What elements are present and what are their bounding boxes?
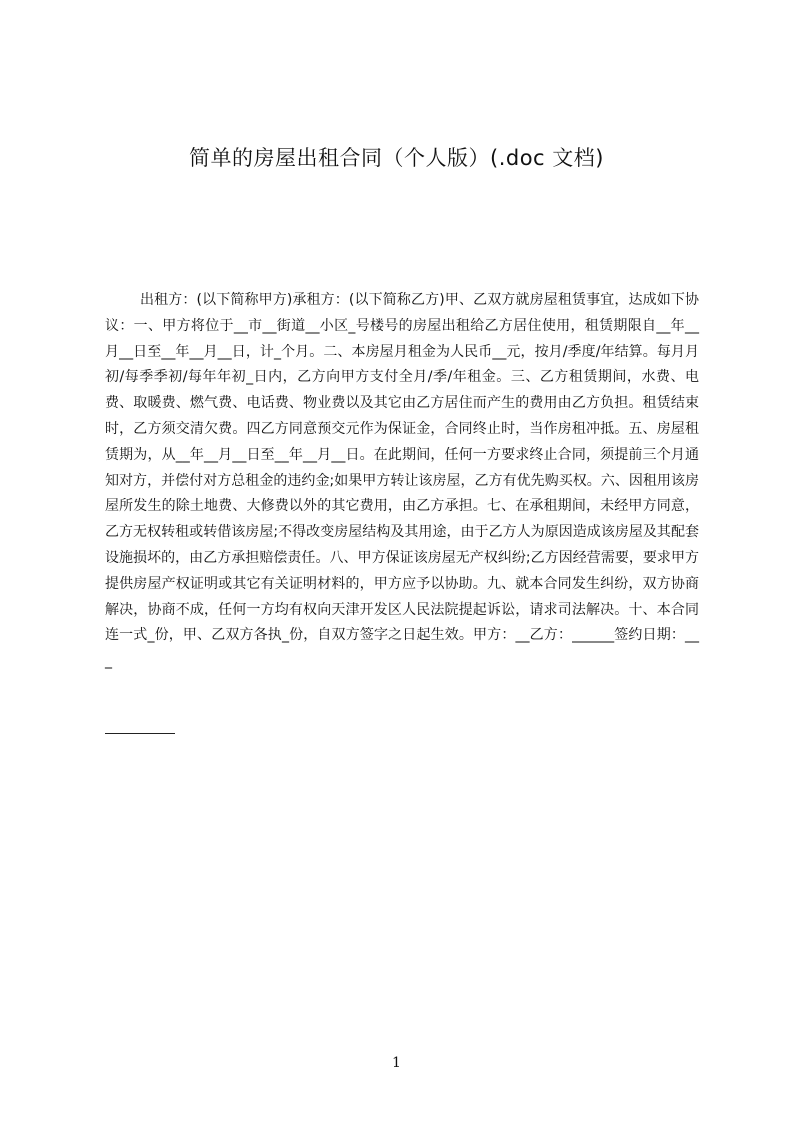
document-title: 简单的房屋出租合同（个人版）(.doc 文档): [189, 146, 604, 170]
signature-date-blank-line: [105, 733, 175, 734]
page-number: 1: [392, 1055, 401, 1071]
contract-body: 出租方：(以下简称甲方)承租方：(以下简称乙方)甲、乙双方就房屋租赁事宜，达成如下协议：一、甲方将位于__市__街道__小区_号楼号的房屋出租给乙方居住使用，租赁期限自__年__月__日至__年__月__日，计_个月。二、本房屋月租金为人民币__元，按月/季度/年结算。每月月初/每季季初/每年年初_日内，乙方向甲方支付全月/季/年租金。三、乙方租赁期间，水费、电费、取暖费、燃气费、电话费、物业费以及其它由乙方居住而产生的费用由乙方负担。租赁结束时，乙方须交清欠费。四乙方同意预交元作为保证金，合同终止时，当作房租冲抵。五、房屋租赁期为，从__年__月__日至__年__月__日。在此期间，任何一方要求终止合同，须提前三个月通知对方，并偿付对方总租金的违约金;如果甲方转让该房屋，乙方有优先购买权。六、因租用该房屋所发生的除土地费、大修费以外的其它费用，由乙方承担。七、在承租期间，未经甲方同意，乙方无权转租或转借该房屋;不得改变房屋结构及其用途，由于乙方人为原因造成该房屋及其配套设施损坏的，由乙方承担赔偿责任。八、甲方保证该房屋无产权纠纷;乙方因经营需要，要求甲方提供房屋产权证明或其它有关证明材料的，甲方应予以协助。九、就本合同发生纠纷，双方协商解决，协商不成，任何一方均有权向天津开发区人民法院提起诉讼，请求司法解决。十、本合同连一式_份，甲、乙双方各执_份，自双方签字之日起生效。甲方：__乙方：______签约日期：___: [105, 292, 699, 670]
